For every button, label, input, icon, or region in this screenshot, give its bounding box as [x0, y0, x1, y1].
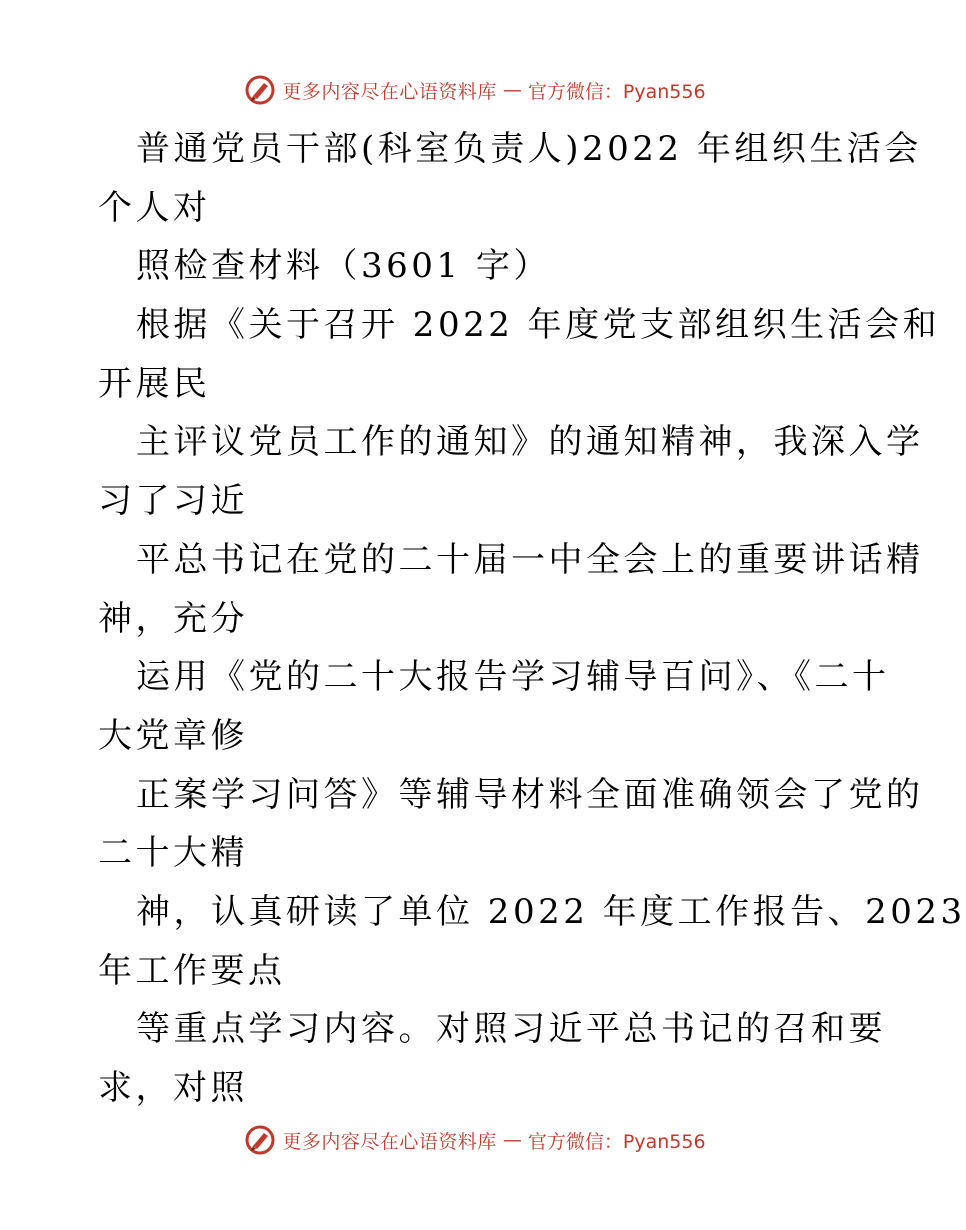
text-line: 开展民	[98, 363, 211, 404]
text-line: 正案学习问答》等辅导材料全面准确领会了党的	[136, 774, 924, 815]
text-line: 等重点学习内容。对照习近平总书记的召和要	[136, 1009, 886, 1050]
text-line: 主评议党员工作的通知》的通知精神，我深入学	[136, 422, 924, 463]
text-line: 根据《关于召开 2022 年度党支部组织生活会和	[136, 305, 941, 346]
text-line: 大党章修	[98, 715, 248, 756]
watermark-brand: 官方微信：Pyan556	[527, 80, 706, 103]
text-line: 运用《党的二十大报告学习辅导百问》、《二十	[136, 657, 890, 698]
watermark-brand: 官方微信：Pyan556	[527, 1130, 706, 1153]
text-line: 神，认真研读了单位 2022 年度工作报告、2023	[136, 891, 966, 932]
text-line: 二十大精	[98, 833, 248, 874]
footer-watermark	[0, 1122, 950, 1158]
watermark-dash: —	[502, 1129, 522, 1151]
text-line: 神，充分	[98, 598, 248, 639]
text-line: 个人对	[98, 187, 211, 228]
text-line: 平总书记在党的二十届一中全会上的重要讲话精	[136, 539, 924, 580]
header-watermark	[0, 72, 950, 108]
text-line: 求，对照	[98, 1068, 248, 1108]
text-line: 年工作要点	[98, 950, 286, 991]
text-line: 习了习近	[98, 481, 248, 522]
watermark-dash: —	[502, 79, 522, 101]
text-line: 照检查材料（3601 字）	[136, 246, 551, 287]
pen-circle-logo-icon	[244, 1124, 276, 1156]
watermark-text: 更多内容尽在心语资料库	[282, 1130, 497, 1153]
document-body	[98, 120, 966, 1118]
text-line: 普通党员干部(科室负责人)2022 年组织生活会	[136, 129, 922, 169]
watermark-text: 更多内容尽在心语资料库	[282, 80, 497, 103]
pen-circle-logo-icon	[244, 74, 276, 106]
